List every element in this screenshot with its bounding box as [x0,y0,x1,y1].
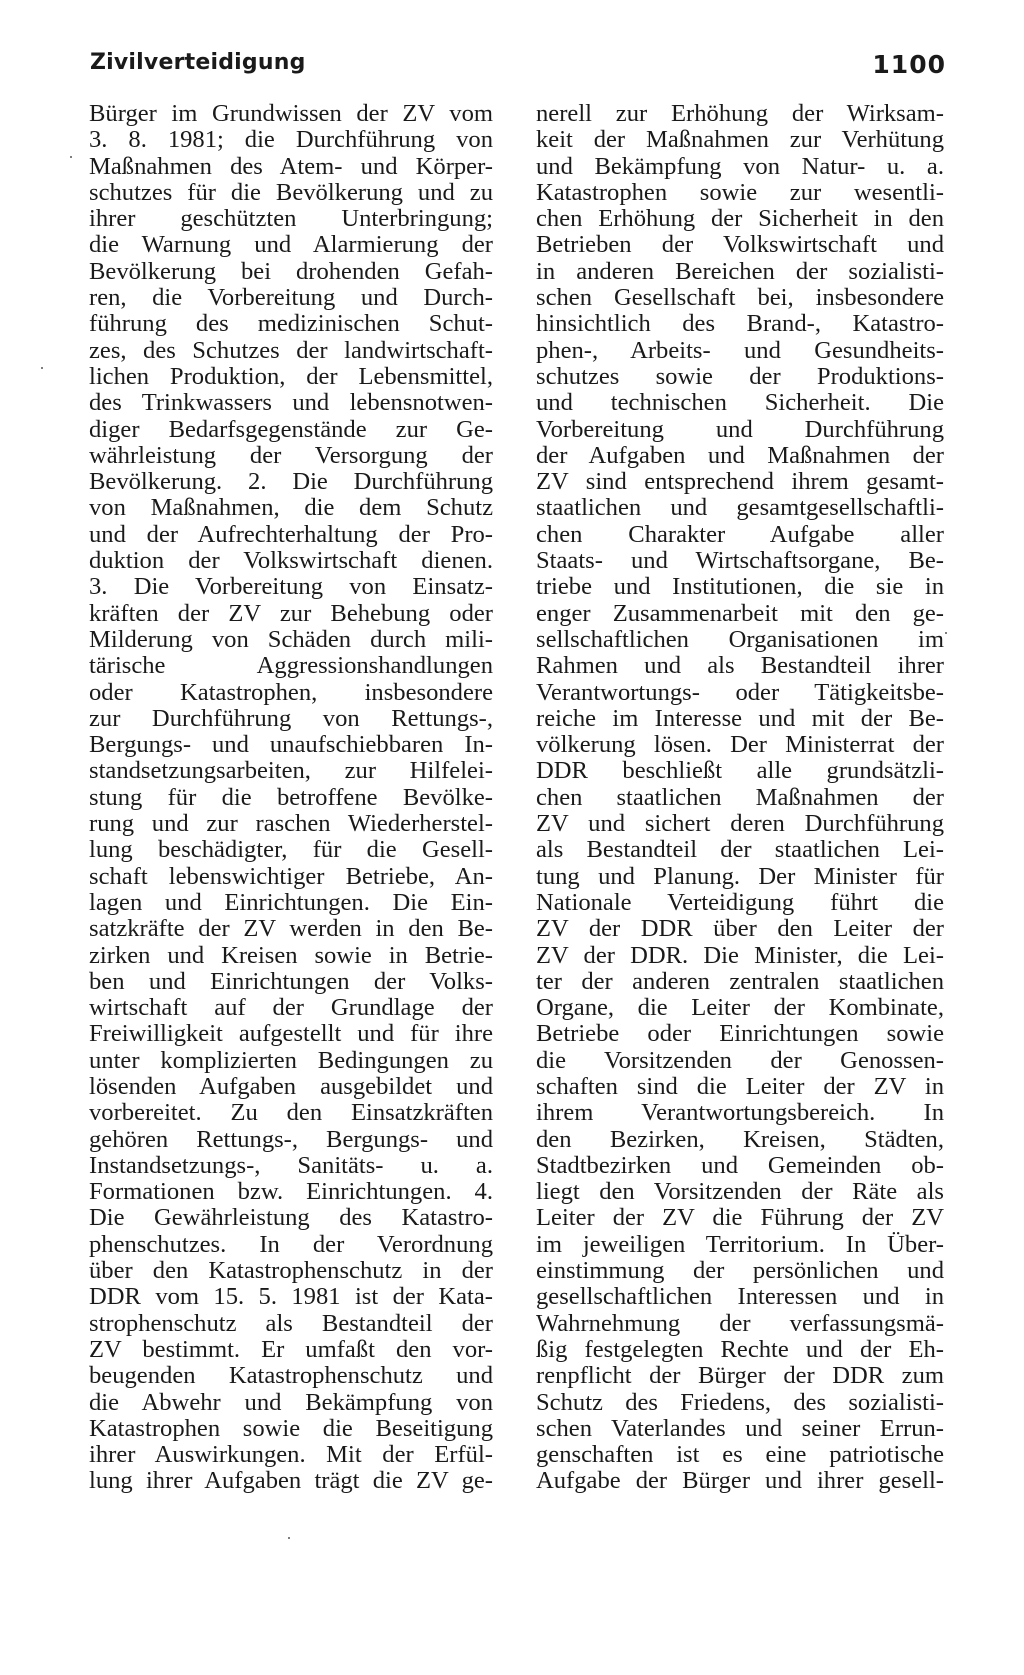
text-line: Rahmen und als Bestandteil ihrer [536,652,944,680]
text-line: beugenden Katastrophenschutz und [89,1362,493,1390]
text-line: duktion der Volkswirtschaft dienen. [89,547,493,575]
text-line: Wahrnehmung der verfassungsmä- [536,1309,944,1337]
text-column-left [89,101,493,1495]
text-line: Bevölkerung bei drohenden Gefah- [89,257,493,285]
text-line: Formationen bzw. Einrichtungen. 4. [89,1178,493,1206]
text-line: Leiter der ZV die Führung der ZV [536,1204,944,1232]
text-line: Nationale Verteidigung führt die [536,888,944,916]
text-line: schen Gesellschaft bei, insbesondere [536,284,944,312]
text-line: schen Vaterlandes und seiner Errun- [536,1414,944,1442]
text-line: und der Aufrechterhaltung der Pro- [89,520,493,548]
text-line: lösenden Aufgaben ausgebildet und [89,1072,493,1100]
text-line: ZV der DDR über den Leiter der [536,915,944,943]
text-line: Aufgabe der Bürger und ihrer gesell- [536,1467,944,1495]
text-line: über den Katastrophenschutz in der [89,1257,493,1285]
text-line: phen-, Arbeits- und Gesundheits- [536,336,944,364]
text-line: den Bezirken, Kreisen, Städten, [536,1125,944,1153]
text-line: Betrieben der Volkswirtschaft und [536,231,944,259]
text-line: ZV der DDR. Die Minister, die Lei- [536,941,944,969]
text-line: die Warnung und Alarmierung der [89,231,493,259]
text-line: als Bestandteil der staatlichen Lei- [536,836,944,864]
text-line: lichen Produktion, der Lebensmittel, [89,362,493,390]
text-line: die Abwehr und Bekämpfung von [89,1388,493,1416]
text-line: strophenschutz als Bestandteil der [89,1309,493,1337]
text-line: ßig festgelegten Rechte und der Eh- [536,1335,944,1363]
text-line: satzkräfte der ZV werden in den Be- [89,915,493,943]
text-line: einstimmung der persönlichen und [536,1257,944,1285]
text-line: renpflicht der Bürger der DDR zum [536,1362,944,1390]
text-line: und technischen Sicherheit. Die [536,389,944,417]
text-line: chen staatlichen Maßnahmen der [536,783,944,811]
text-line: reiche im Interesse und mit der Be- [536,704,944,732]
text-line: 3. Die Vorbereitung von Einsatz- [89,573,493,601]
text-line: triebe und Institutionen, die sie in [536,573,944,601]
text-line: Katastrophen sowie zur wesentli- [536,178,944,206]
text-line: Instandsetzungs-, Sanitäts- u. a. [89,1151,493,1179]
text-line: diger Bedarfsgegenstände zur Ge- [89,415,493,443]
page-header [90,50,946,90]
page-number: 1100 [872,50,946,79]
text-line: DDR beschließt alle grundsätzli- [536,757,944,785]
text-line: stung für die betroffene Bevölke- [89,783,493,811]
text-line: zes, des Schutzes der landwirtschaft- [89,336,493,364]
text-line: Freiwilligkeit aufgestellt und für ihre [89,1020,493,1048]
text-line: hinsichtlich des Brand-, Katastro- [536,310,944,338]
text-line: zur Durchführung von Rettungs-, [89,704,493,732]
text-line: Vorbereitung und Durchführung [536,415,944,443]
text-line: im jeweiligen Territorium. In Über- [536,1230,944,1258]
text-line: Die Gewährleistung des Katastro- [89,1204,493,1232]
text-line: Stadtbezirken und Gemeinden ob- [536,1151,944,1179]
text-line: genschaften ist es eine patriotische [536,1441,944,1469]
text-line: schaft lebenswichtiger Betriebe, An- [89,862,493,890]
text-line: ZV sind entsprechend ihrem gesamt- [536,468,944,496]
text-line: tärische Aggressionshandlungen [89,652,493,680]
text-line: schutzes sowie der Produktions- [536,362,944,390]
text-line: Verantwortungs- oder Tätigkeitsbe- [536,678,944,706]
text-line: gesellschaftlichen Interessen und in [536,1283,944,1311]
text-line: lagen und Einrichtungen. Die Ein- [89,888,493,916]
text-line: phenschutzes. In der Verordnung [89,1230,493,1258]
text-line: Bevölkerung. 2. Die Durchführung [89,468,493,496]
text-line: Organe, die Leiter der Kombinate, [536,994,944,1022]
text-line: enger Zusammenarbeit mit den ge- [536,599,944,627]
text-line: standsetzungsarbeiten, zur Hilfelei- [89,757,493,785]
text-line: wirtschaft auf der Grundlage der [89,994,493,1022]
text-column-right [536,101,944,1495]
text-line: ihrer Auswirkungen. Mit der Erfül- [89,1441,493,1469]
text-line: Staats- und Wirtschaftsorgane, Be- [536,547,944,575]
text-line: schaften sind die Leiter der ZV in [536,1072,944,1100]
text-line: der Aufgaben und Maßnahmen der [536,441,944,469]
text-line: tung und Planung. Der Minister für [536,862,944,890]
text-line: die Vorsitzenden der Genossen- [536,1046,944,1074]
text-line: Schutz des Friedens, des sozialisti- [536,1388,944,1416]
text-line: ben und Einrichtungen der Volks- [89,967,493,995]
text-line: nerell zur Erhöhung der Wirksam- [536,100,944,127]
text-line: Betriebe oder Einrichtungen sowie [536,1020,944,1048]
text-line: ZV bestimmt. Er umfaßt den vor- [89,1335,493,1363]
text-line: DDR vom 15. 5. 1981 ist der Kata- [89,1283,493,1311]
text-line: Katastrophen sowie die Beseitigung [89,1414,493,1442]
text-line: chen Charakter Aufgabe aller [536,520,944,548]
text-line: lung ihrer Aufgaben trägt die ZV ge- [89,1467,493,1495]
text-line: 3. 8. 1981; die Durchführung von [89,126,493,154]
text-line: in anderen Bereichen der sozialisti- [536,257,944,285]
text-line: schutzes für die Bevölkerung und zu [89,178,493,206]
text-line: führung des medizinischen Schut- [89,310,493,338]
text-line: von Maßnahmen, die dem Schutz [89,494,493,522]
text-line: Milderung von Schäden durch mili- [89,625,493,653]
text-line: rung und zur raschen Wiederherstel- [89,810,493,838]
text-line: ihrem Verantwortungsbereich. In [536,1099,944,1127]
text-line: kräften der ZV zur Behebung oder [89,599,493,627]
text-line: vorbereitet. Zu den Einsatzkräften [89,1099,493,1127]
text-line: Maßnahmen des Atem- und Körper- [89,152,493,180]
text-line: chen Erhöhung der Sicherheit in den [536,205,944,233]
text-line: Bergungs- und unaufschiebbaren In- [89,731,493,759]
running-head-title: Zivilverteidigung [90,50,306,75]
text-line: liegt den Vorsitzenden der Räte als [536,1178,944,1206]
text-line: gehören Rettungs-, Bergungs- und [89,1125,493,1153]
text-line: zirken und Kreisen sowie in Betrie- [89,941,493,969]
text-line: währleistung der Versorgung der [89,441,493,469]
text-line: staatlichen und gesamtgesellschaftli- [536,494,944,522]
text-line: ZV und sichert deren Durchführung [536,810,944,838]
text-line: Bürger im Grundwissen der ZV vom [89,100,493,127]
text-line: völkerung lösen. Der Ministerrat der [536,731,944,759]
text-line: unter komplizierten Bedingungen zu [89,1046,493,1074]
text-line: des Trinkwassers und lebensnotwen- [89,389,493,417]
text-line: ihrer geschützten Unterbringung; [89,205,493,233]
text-line: sellschaftlichen Organisationen im [536,625,944,653]
text-line: lung beschädigter, für die Gesell- [89,836,493,864]
text-line: ter der anderen zentralen staatlichen [536,967,944,995]
text-line: oder Katastrophen, insbesondere [89,678,493,706]
text-line: und Bekämpfung von Natur- u. a. [536,152,944,180]
text-line: keit der Maßnahmen zur Verhütung [536,126,944,154]
text-line: ren, die Vorbereitung und Durch- [89,284,493,312]
